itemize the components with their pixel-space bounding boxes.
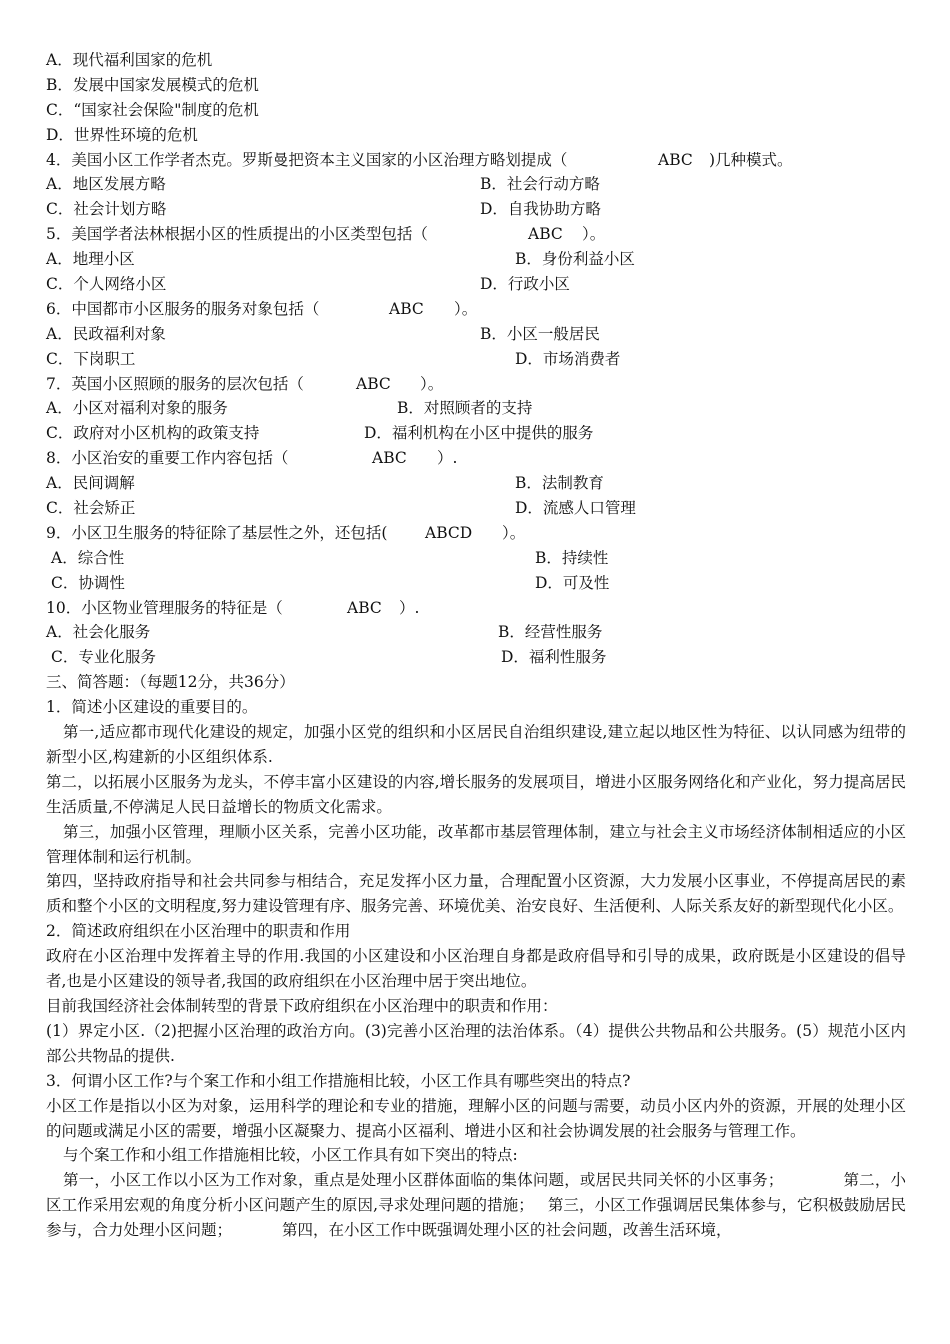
q8-tail: ）. xyxy=(437,449,458,468)
s3-q3-point-3: 第三，小区工作强调居民集体参与，它积极鼓励居民参与，合力处理小区问题； xyxy=(46,1196,906,1240)
q7-option-c: C．政府对小区机构的政策支持 xyxy=(46,424,260,443)
s3-q2-title: 2．简述政府组织在小区治理中的职责和作用 xyxy=(46,922,351,941)
q6-stem xyxy=(46,297,906,322)
q10-option-b: B．经营性服务 xyxy=(498,623,603,642)
q9-stem xyxy=(46,521,906,546)
q7-stem-text: 7．英国小区照顾的服务的层次包括（ xyxy=(46,374,304,393)
s3-q1-paragraph-1: 第一,适应都市现代化建设的规定，加强小区党的组织和小区居民自治组织建设,建立起以地区性为特征、以认同感为纽带的新型小区,构建新的小区组织体系. xyxy=(46,723,906,766)
q9-option-a: A．综合性 xyxy=(51,548,125,567)
q10-option-a: A．社会化服务 xyxy=(46,623,151,642)
q9-tail: ）。 xyxy=(502,523,526,542)
q5-stem xyxy=(46,222,906,247)
s3-q3-point-4: 第四，在小区工作中既强调处理小区的社会问题，改善生活环境， xyxy=(282,1221,732,1240)
q9-option-d: D．可及性 xyxy=(535,573,610,592)
q5-option-d: D．行政小区 xyxy=(480,275,570,294)
s3-q3-paragraph-1: 小区工作是指以小区为对象，运用科学的理论和专业的措施，理解小区的问题与需要，动员小区内外的资源，开展的处理小区的问题或满足小区的需要，增强小区凝聚力、提高小区福利、增进小区和社会协调发展的社会服务与管理工作。 xyxy=(46,1096,906,1140)
q10-answer: ABC xyxy=(347,598,382,617)
q10-option-d: D．福利性服务 xyxy=(501,648,607,667)
s3-q2-paragraph-3: (1）界定小区.（2)把握小区治理的政治方向。(3)完善小区治理的法治体系。（4）提供公共物品和公共服务。(5）规范小区内部公共物品的提供. xyxy=(46,1021,906,1065)
q5-option-a: A．地理小区 xyxy=(46,250,135,269)
s3-q3-paragraph-2: 与个案工作和小组工作措施相比较，小区工作具有如下突出的特点: xyxy=(63,1146,518,1165)
q10-options-row-1 xyxy=(46,620,906,645)
s3-q1-paragraph-2: 第二，以拓展小区服务为龙头，不停丰富小区建设的内容,增长服务的发展项目，增进小区服务网络化和产业化，努力提高居民生活质量,不停满足人民日益增长的物质文化需求。 xyxy=(46,772,906,816)
q10-option-c: C．专业化服务 xyxy=(51,648,156,667)
q6-options-row-2 xyxy=(46,347,906,372)
q5-answer: ABC xyxy=(528,225,563,244)
q3-option-c: C．“国家社会保险"制度的危机 xyxy=(46,100,259,119)
q6-stem-text: 6．中国都市小区服务的服务对象包括（ xyxy=(46,299,320,318)
q7-option-d: D．福利机构在小区中提供的服务 xyxy=(364,424,594,443)
q4-options-row-2 xyxy=(46,197,906,222)
q4-option-d: D．自我协助方略 xyxy=(480,200,601,219)
q5-tail: ）。 xyxy=(582,225,606,244)
q6-answer: ABC xyxy=(389,299,424,318)
q9-options-row-1 xyxy=(46,546,906,571)
q8-answer: ABC xyxy=(372,449,407,468)
q7-option-a: A．小区对福利对象的服务 xyxy=(46,399,228,418)
q7-options-row-2 xyxy=(46,421,906,446)
q4-option-a: A．地区发展方略 xyxy=(46,175,166,194)
q9-answer: ABCD xyxy=(425,523,473,542)
q3-option-d: D．世界性环境的危机 xyxy=(46,125,198,144)
q8-option-b: B．法制教育 xyxy=(515,474,604,493)
q8-option-d: D．流感人口管理 xyxy=(515,499,636,518)
q10-stem xyxy=(46,596,906,621)
q3-option-a: A．现代福利国家的危机 xyxy=(46,51,213,69)
q5-option-b: B．身份利益小区 xyxy=(515,250,635,269)
s3-q1-paragraph-4: 第四，坚持政府指导和社会共同参与相结合，充足发挥小区力量，合理配置小区资源，大力发展小区事业，不停提高居民的素质和整个小区的文明程度,努力建设管理有序、服务完善、环境优美、治安良好、生活便利、人际关系友好的新型现代化小区。 xyxy=(46,872,906,916)
q7-options-row-1 xyxy=(46,396,906,421)
q5-options-row-2 xyxy=(46,272,906,297)
document-page xyxy=(46,48,906,1243)
q6-option-c: C．下岗职工 xyxy=(46,349,136,368)
q8-stem xyxy=(46,446,906,471)
q9-option-b: B．持续性 xyxy=(535,548,609,567)
q4-options-row-1 xyxy=(46,172,906,197)
q8-options-row-1 xyxy=(46,471,906,496)
q10-stem-text: 10．小区物业管理服务的特征是（ xyxy=(46,598,283,617)
q4-option-b: B．社会行动方略 xyxy=(480,175,600,194)
s3-q2-paragraph-2: 目前我国经济社会体制转型的背景下政府组织在小区治理中的职责和作用： xyxy=(46,997,558,1015)
s3-q3-point-2: 第二，小区工作采用宏观的角度分析小区问题产生的原因,寻求处理问题的措施； xyxy=(46,1171,906,1215)
q6-tail: ）。 xyxy=(454,299,478,318)
q9-option-c: C．协调性 xyxy=(51,573,125,592)
q8-options-row-2 xyxy=(46,496,906,521)
q8-stem-text: 8．小区治安的重要工作内容包括（ xyxy=(46,449,289,468)
s3-q2-paragraph-1: 政府在小区治理中发挥着主导的作用.我国的小区建设和小区治理自身都是政府倡导和引导的成果，政府既是小区建设的倡导者,也是小区建设的领导者,我国的政府组织在小区治理中居于突出地位。 xyxy=(46,947,906,991)
q8-option-c: C．社会矫正 xyxy=(46,499,136,518)
q9-options-row-2 xyxy=(46,571,906,596)
q9-stem-text: 9．小区卫生服务的特征除了基层性之外，还包括( xyxy=(46,523,388,542)
q7-answer: ABC xyxy=(356,374,391,393)
q3-option-b: B．发展中国家发展模式的危机 xyxy=(46,75,259,94)
s3-q3-point-1: 第一，小区工作以小区为工作对象，重点是处理小区群体面临的集体问题，或居民共同关怀的小区事务； xyxy=(63,1171,784,1190)
q4-option-c: C．社会计划方略 xyxy=(46,200,167,219)
q7-option-b: B．对照顾者的支持 xyxy=(397,399,533,418)
q6-options-row-1 xyxy=(46,322,906,347)
q8-option-a: A．民间调解 xyxy=(46,474,135,493)
q6-option-a: A．民政福利对象 xyxy=(46,324,166,343)
q7-stem xyxy=(46,372,906,397)
q5-option-c: C．个人网络小区 xyxy=(46,275,167,294)
section-3-heading: 三、简答题：（每题12分，共36分） xyxy=(46,673,295,692)
q7-tail: ）。 xyxy=(420,374,444,393)
q5-options-row-1 xyxy=(46,247,906,272)
s3-q3-title: 3．何谓小区工作?与个案工作和小组工作措施相比较，小区工作具有哪些突出的特点? xyxy=(46,1071,631,1090)
s3-q1-title: 1．简述小区建设的重要目的。 xyxy=(46,698,258,717)
q6-option-d: D．市场消费者 xyxy=(515,349,621,368)
q4-answer: ABC xyxy=(658,150,693,169)
q4-stem xyxy=(46,148,906,173)
q5-stem-text: 5．美国学者法林根据小区的性质提出的小区类型包括（ xyxy=(46,225,428,244)
q10-options-row-2 xyxy=(46,645,906,670)
s3-q3-paragraph-3 xyxy=(46,1168,906,1243)
q10-tail: ）. xyxy=(399,598,420,617)
q4-stem-text: 4．美国小区工作学者杰克。罗斯曼把资本主义国家的小区治理方略划提成（ xyxy=(46,150,568,169)
q6-option-b: B．小区一般居民 xyxy=(480,324,600,343)
q4-tail: )几种模式。 xyxy=(709,150,793,169)
s3-q1-paragraph-3: 第三，加强小区管理，理顺小区关系，完善小区功能，改革都市基层管理体制，建立与社会主义市场经济体制相适应的小区管理体制和运行机制。 xyxy=(46,822,906,866)
